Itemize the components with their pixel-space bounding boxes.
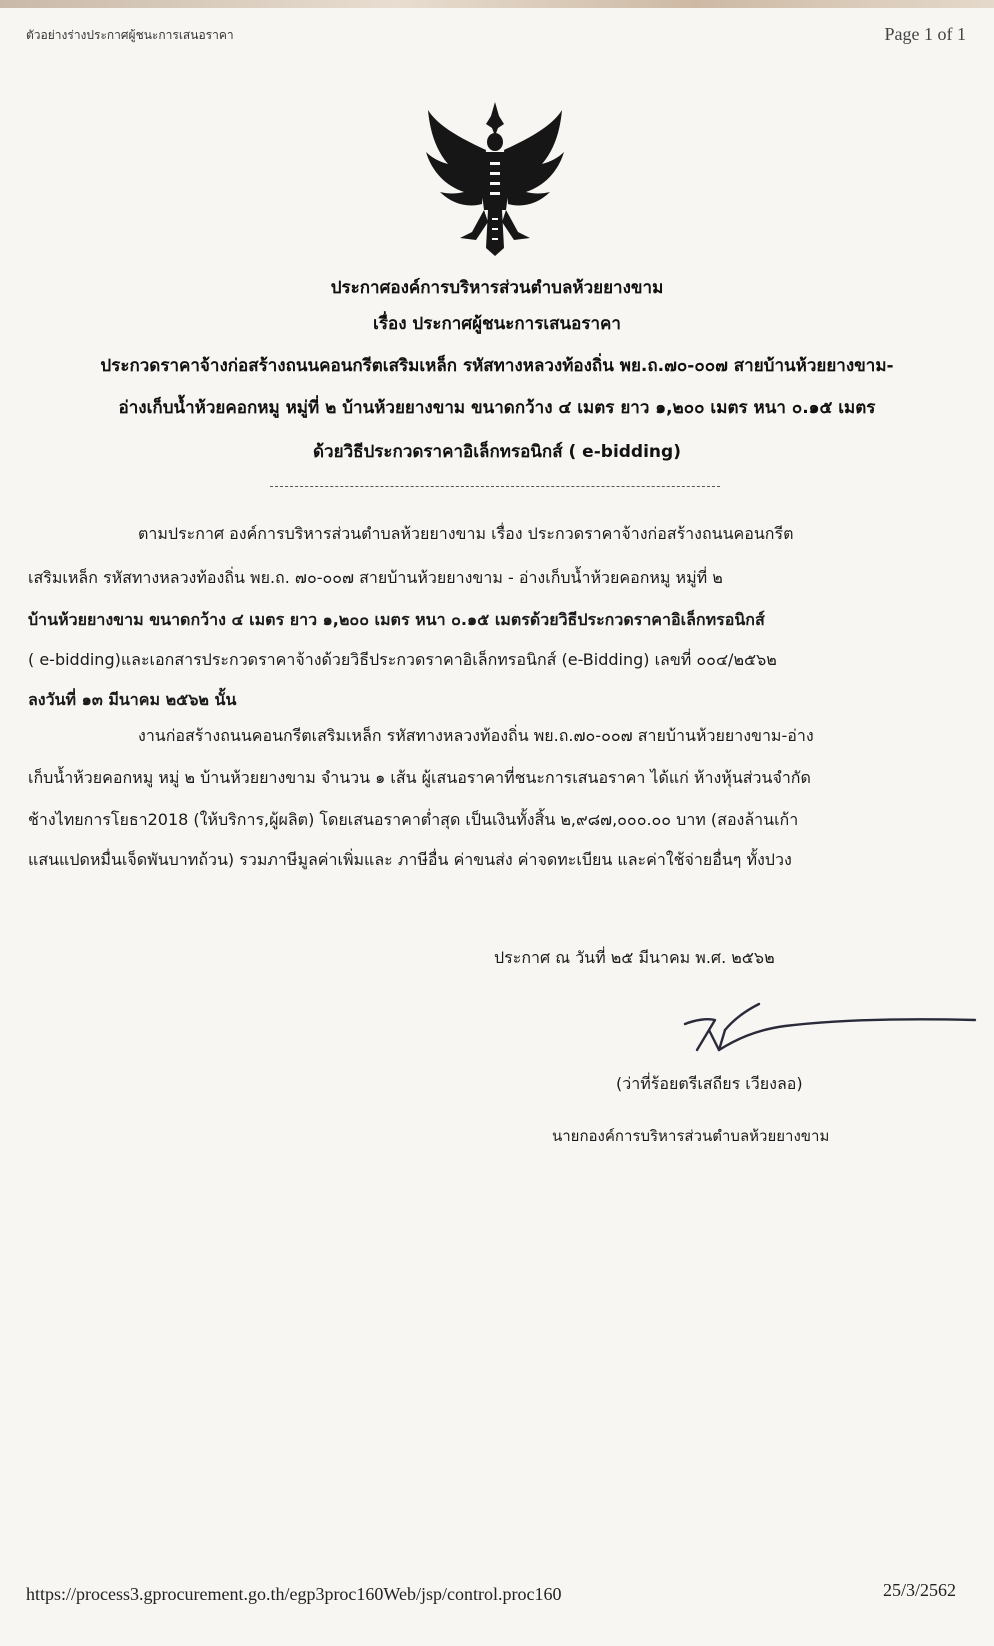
footer-date: 25/3/2562 (882, 1580, 956, 1600)
handwritten-signature-icon (675, 1000, 985, 1060)
signatory-position: นายกองค์การบริหารส่วนตำบลห้วยยางขาม (552, 1127, 830, 1145)
signatory-name: (ว่าที่ร้อยตรีเสถียร เวียงลอ) (616, 1074, 803, 1093)
title-project-line2: อ่างเก็บน้ำห้วยคอกหมู หมู่ที่ ๒ บ้านห้วยยางขาม ขนาดกว้าง ๔ เมตร ยาว ๑,๒๐๐ เมตร หนา ๐.๑๕ เมตร (118, 398, 876, 418)
title-method: ด้วยวิธีประกวดราคาอิเล็กทรอนิกส์ ( e-bidding) (313, 442, 681, 462)
footer-url: https://process3.gprocurement.go.th/egp3proc160Web/jsp/control.proc160 (26, 1584, 562, 1604)
paragraph1-line3: บ้านห้วยยางขาม ขนาดกว้าง ๔ เมตร ยาว ๑,๒๐๐ เมตร หนา ๐.๑๕ เมตรด้วยวิธีประกวดราคาอิเล็กทรอนิกส์ (28, 610, 765, 629)
announcement-date: ประกาศ ณ วันที่ ๒๕ มีนาคม พ.ศ. ๒๕๖๒ (494, 948, 775, 967)
paragraph2-line2: เก็บน้ำห้วยคอกหมู หมู่ ๒ บ้านห้วยยางขาม จำนวน ๑ เส้น ผู้เสนอราคาที่ชนะการเสนอราคา ได้แก่ ห้างหุ้นส่วนจำกัด (28, 768, 811, 787)
page-number: Page 1 of 1 (884, 24, 966, 44)
paragraph1-line4: ( e-bidding)และเอกสารประกวดราคาจ้างด้วยวิธีประกวดราคาอิเล็กทรอนิกส์ (e-Bidding) เลขที่ ๐๐๔/๒๕๖๒ (28, 650, 777, 669)
print-header-title: ตัวอย่างร่างประกาศผู้ชนะการเสนอราคา (26, 28, 234, 42)
paragraph1-line2: เสริมเหล็ก รหัสทางหลวงท้องถิ่น พย.ถ. ๗๐-๐๐๗ สายบ้านห้วยยางขาม - อ่างเก็บน้ำห้วยคอกหมู หมู่ที่ ๒ (28, 568, 723, 587)
paragraph1-line1: ตามประกาศ องค์การบริหารส่วนตำบลห้วยยางขาม เรื่อง ประกวดราคาจ้างก่อสร้างถนนคอนกรีต (138, 524, 794, 543)
title-project-line1: ประกวดราคาจ้างก่อสร้างถนนคอนกรีตเสริมเหล็ก รหัสทางหลวงท้องถิ่น พย.ถ.๗๐-๐๐๗ สายบ้านห้วยยางขาม- (100, 356, 894, 376)
title-subject: เรื่อง ประกาศผู้ชนะการเสนอราคา (373, 314, 621, 334)
dashed-divider (270, 486, 720, 487)
paragraph2-line1: งานก่อสร้างถนนคอนกรีตเสริมเหล็ก รหัสทางหลวงท้องถิ่น พย.ถ.๗๐-๐๐๗ สายบ้านห้วยยางขาม-อ่าง (138, 726, 814, 745)
paragraph1-line5: ลงวันที่ ๑๓ มีนาคม ๒๕๖๒ นั้น (28, 690, 237, 709)
top-edge-strip (0, 0, 994, 8)
paragraph2-line4: แสนแปดหมื่นเจ็ดพันบาทถ้วน) รวมภาษีมูลค่าเพิ่มและ ภาษีอื่น ค่าขนส่ง ค่าจดทะเบียน และค่าใช้จ่ายอื่นๆ ทั้งปวง (28, 850, 792, 869)
title-organization: ประกาศองค์การบริหารส่วนตำบลห้วยยางขาม (330, 278, 664, 298)
garuda-emblem-icon (420, 98, 570, 258)
paragraph2-line3: ช้างไทยการโยธา2018 (ให้บริการ,ผู้ผลิต) โดยเสนอราคาต่ำสุด เป็นเงินทั้งสิ้น ๒,๙๘๗,๐๐๐.๐๐ บาท (สองล้านเก้า (28, 810, 799, 829)
